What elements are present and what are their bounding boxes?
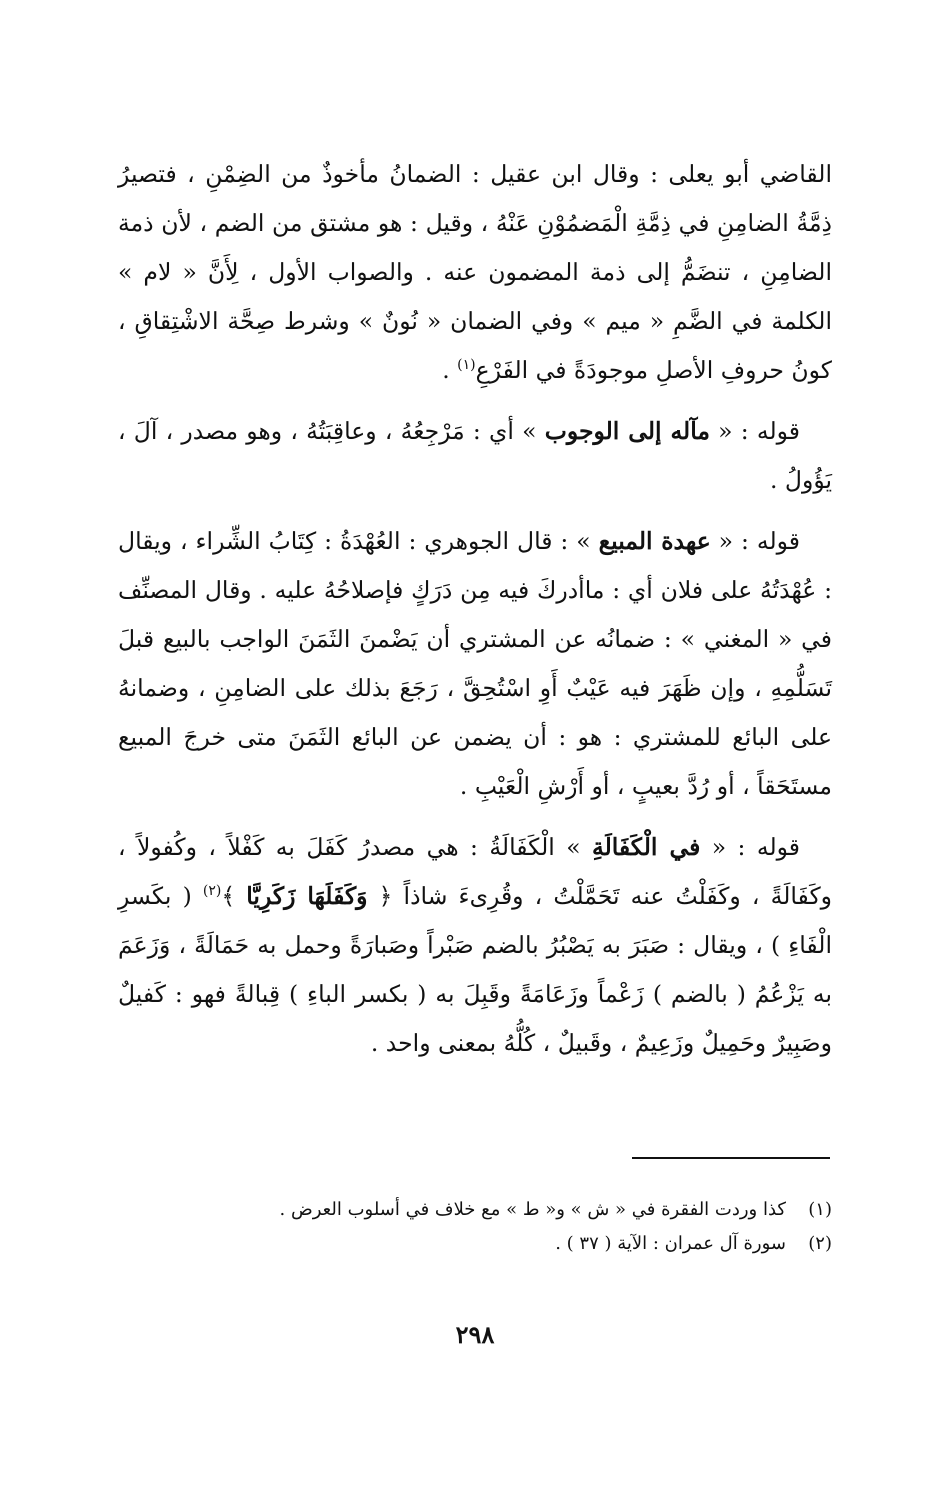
paragraph [118,823,832,1068]
paragraph-text: قوله : « [709,417,800,445]
paragraph [118,150,832,395]
footnote-number: (٢) [808,1233,832,1254]
paragraph-text: ﴾ [221,882,247,910]
paragraph-text: قوله : « [700,833,800,861]
footnote-reference: (١) [457,357,476,374]
footnote-text: سورة آل عمران : الآية ( ٣٧ ) . [555,1233,786,1254]
paragraph [118,407,832,505]
paragraph-text: » الْكَفَالَةُ : هي مصدرُ كَفَلَ به كَفْلاً ، وكُفولاً ، وكَفَالَةً ، وكَفَلْتُ عنه تَحَمَّلْتُ ، وقُرِىءَ شاذاً ﴿ [118,833,832,910]
footnote-reference: (٢) [202,883,222,900]
lemma-term: وَكَفَلَهَا زَكَرِيَّا [246,882,368,910]
paragraph-text: . [442,356,458,384]
lemma-term: عهدة المبيع [598,527,711,555]
lemma-term: مآله إلى الوجوب [544,417,710,445]
paragraph [118,517,832,811]
paragraph-text: » أي : مَرْجِعُهُ ، وعاقِبَتُهُ ، وهو مصدر ، آلَ ، يَؤُولُ . [118,417,832,494]
footnote-text: كذا وردت الفقرة في « ش » و« ط » مع خلاف في أسلوب العرض . [279,1199,786,1220]
main-text [118,150,832,1068]
paragraph-text: قوله : « [710,527,800,555]
footnote-separator [632,1157,830,1159]
paragraph-text: القاضي أبو يعلى : وقال ابن عقيل : الضمانُ مأخوذٌ من الضِمْنِ ، فتصيرُ ذِمَّةُ الضامِنِ في ذِمَّةِ الْمَضمُوْنِ عَنْهُ ، وقيل : هو مشتق من الضم ، لأن ذمة الضامِنِ ، تنضَمُّ إلى ذمة المضمون عنه . والصواب الأول ، لِأَنَّ « لام » الكلمة في الضَّمِ « ميم » وفي الضمان « نُونٌ » وشرط صِحَّة الاشْتِقاقِ ، كونُ حروفِ الأصلِ موجودَةً في الفَرْعِ [118,160,832,384]
paragraph-text: » : قال الجوهري : العُهْدَةُ : كِتَابُ الشِّراء ، ويقال : عُهْدَتُهُ على فلان أي : ماأدركَ فيه مِن دَرَكٍ فإصلاحُهُ عليه . وقال المصنِّف في « المغني » : ضمانُه عن المشتري أن يَضْمنَ الثَمَنَ الواجب بالبيع قبلَ تَسَلُّمِهِ ، وإن ظَهَرَ فيه عَيْبٌ أَوِ اسْتُحِقَّ ، رَجَعَ بذلك على الضامِنِ ، وضمانهُ على البائع للمشتري : هو : أن يضمن عن البائع الثَمَنَ متى خرجَ المبيع مستَحَقاً ، أو رُدَّ بعيبٍ ، أو أَرْشِ الْعَيْبِ . [118,527,832,800]
footnote [118,1193,832,1227]
footnote [118,1227,832,1261]
footnote-number: (١) [808,1199,832,1220]
lemma-term: في الْكَفَالَةِ [591,833,701,861]
footnotes [118,1193,832,1261]
paragraph-text: ( بكَسرِ الْفَاءِ ) ، ويقال : صَبَرَ به يَصْبُرُ بالضم صَبْراً وصَبارَةً وحمل به حَمَالَةً ، وَزَعَمَ به يَزْعُمُ ( بالضم ) زَعْماً وزَعَامَةً وقَبِلَ به ( بكسر الباءِ ) قِبالةً فهو : كَفيلٌ وصَبِيرٌ وحَمِيلٌ وزَعِيمٌ ، وقَبيلٌ ، كُلُّهُ بمعنى واحد . [118,882,832,1057]
page-number: ٢٩٨ [455,1320,495,1349]
